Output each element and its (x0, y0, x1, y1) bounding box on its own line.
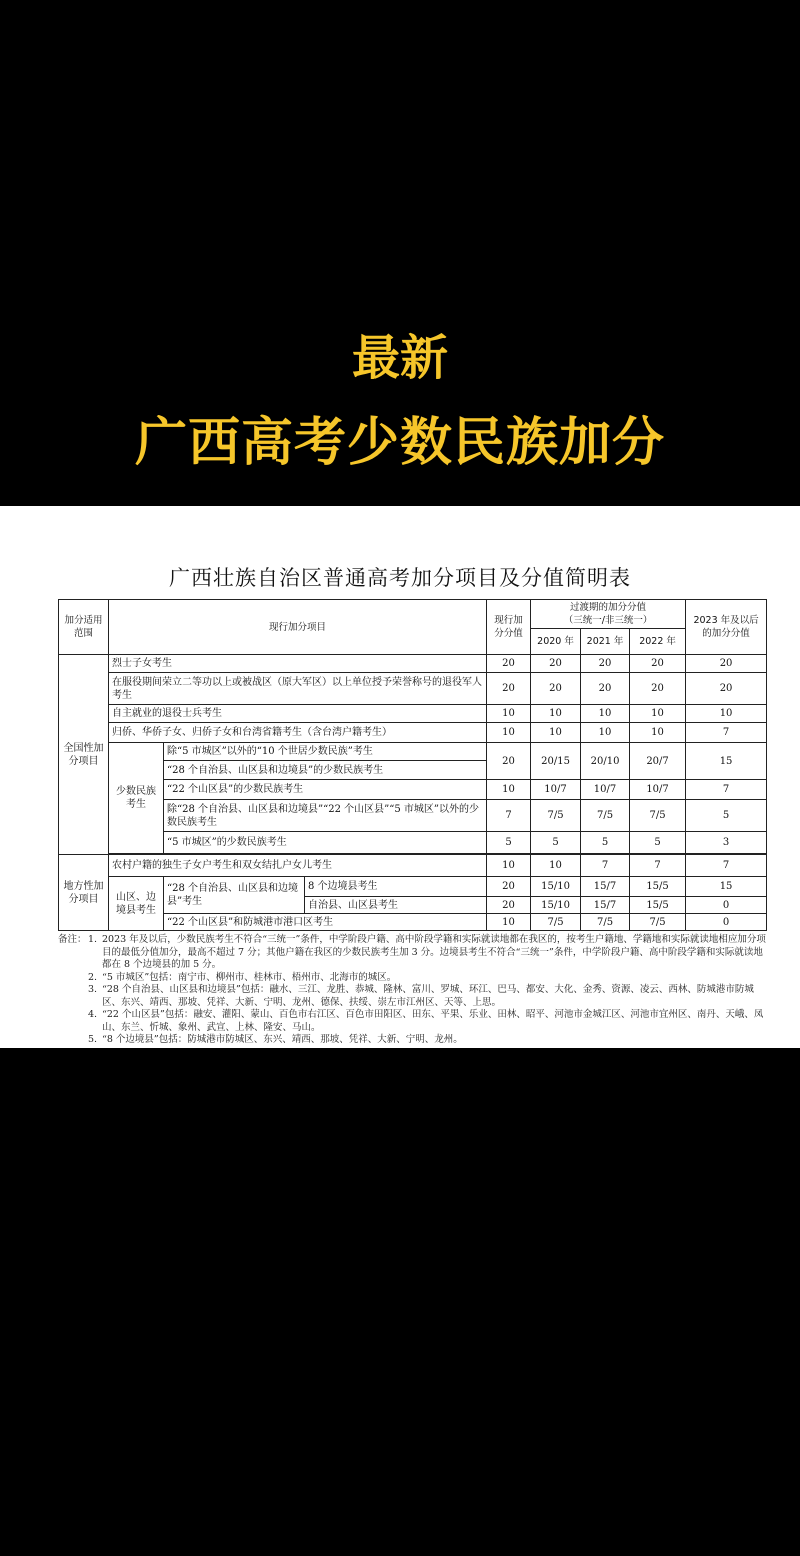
cell-current: 10 (487, 914, 531, 931)
cell-2021: 10/7 (581, 780, 630, 800)
bonus-points-table (58, 599, 767, 931)
row-item: 自主就业的退役士兵考生 (109, 705, 487, 723)
note-number: 4. (88, 1009, 98, 1020)
cell-current: 20 (487, 655, 531, 673)
cell-2023: 7 (686, 855, 767, 877)
hero-headline-latest: 最新 (351, 330, 448, 386)
cell-2023: 10 (686, 705, 767, 723)
cell-2021: 15/7 (581, 897, 630, 914)
header-scope: 加分适用范围 (59, 600, 109, 655)
row-item: 烈士子女考生 (109, 655, 487, 673)
cell-2022: 5 (630, 832, 686, 854)
row-item: “5 市城区”的少数民族考生 (164, 832, 487, 854)
table-header-row (59, 600, 767, 629)
cell-2021: 20/10 (581, 743, 630, 780)
cell-2021: 20 (581, 673, 630, 705)
row-item: 除“5 市城区”以外的“10 个世居少数民族”考生 (164, 743, 487, 761)
cell-2020: 10/7 (531, 780, 581, 800)
cell-2022: 15/5 (630, 897, 686, 914)
cell-2023: 3 (686, 832, 767, 854)
cell-2021: 10 (581, 723, 630, 743)
cell-2023: 20 (686, 673, 767, 705)
table-row (59, 877, 767, 897)
cell-2022: 10 (630, 723, 686, 743)
header-2023: 2023 年及以后的加分分值 (686, 600, 767, 655)
cell-current: 10 (487, 723, 531, 743)
note-text: “8 个边境县”包括：防城港市防城区、东兴、靖西、那坡、凭祥、大新、宁明、龙州。 (102, 1034, 463, 1045)
cell-2020: 15/10 (531, 877, 581, 897)
row-item: 归侨、华侨子女、归侨子女和台湾省籍考生（含台湾户籍考生） (109, 723, 487, 743)
cell-current: 20 (487, 877, 531, 897)
note-number: 5. (88, 1034, 98, 1045)
cell-current: 20 (487, 743, 531, 780)
note-number: 2. (88, 971, 98, 983)
cell-2022: 7/5 (630, 914, 686, 931)
cell-2023: 7 (686, 723, 767, 743)
table-row (59, 673, 767, 705)
table-row (59, 705, 767, 723)
cell-2020: 15/10 (531, 897, 581, 914)
table-row (59, 800, 767, 832)
note-number: 3. (88, 984, 98, 995)
row-subitem: 自治县、山区县考生 (305, 897, 487, 914)
header-item: 现行加分项目 (109, 600, 487, 655)
cell-2021: 7 (581, 855, 630, 877)
cell-2020: 7/5 (531, 914, 581, 931)
header-2022: 2022 年 (630, 629, 686, 655)
table-row (59, 832, 767, 854)
cell-current: 10 (487, 855, 531, 877)
cell-2022: 7/5 (630, 800, 686, 832)
cell-2023: 5 (686, 800, 767, 832)
table-row (59, 914, 767, 931)
cell-2023: 20 (686, 655, 767, 673)
row-item: 在服役期间荣立二等功以上或被战区（原大军区）以上单位授予荣誉称号的退役军人考生 (109, 673, 487, 705)
cell-2020: 10 (531, 723, 581, 743)
cell-2022: 10 (630, 705, 686, 723)
cell-2022: 20 (630, 673, 686, 705)
cell-2022: 7 (630, 855, 686, 877)
cell-2021: 5 (581, 832, 630, 854)
cell-2023: 15 (686, 877, 767, 897)
cell-2023: 0 (686, 897, 767, 914)
cell-2021: 15/7 (581, 877, 630, 897)
row-item: “22 个山区县”的少数民族考生 (164, 780, 487, 800)
note-text: “5 市城区”包括：南宁市、柳州市、桂林市、梧州市、北海市的城区。 (102, 971, 397, 983)
cell-2022: 20 (630, 655, 686, 673)
cell-2020: 7/5 (531, 800, 581, 832)
notes-label: 备注： (58, 934, 87, 945)
group-local: 地方性加分项目 (59, 855, 109, 931)
row-item: “28 个自治县、山区县和边境县”的少数民族考生 (164, 761, 487, 780)
table-row (59, 723, 767, 743)
hero-banner (0, 0, 800, 506)
cell-2020: 20 (531, 673, 581, 705)
cell-current: 10 (487, 705, 531, 723)
note-text: 2023 年及以后，少数民族考生不符合“三统一”条件，中学阶段户籍、高中阶段学籍和实际就读地都在我区的，按考生户籍地、学籍地和实际就读地相应加分项目的最低分值加分，最高不超过 7 分；其他户籍在我区的少数民族考生加 3 分。边境县考生不符合“三统一”条件，中学阶段户籍、高中阶段学籍和实际就读地都在 8 个边境县的加 5 分。 (102, 934, 766, 970)
header-transition (531, 600, 686, 629)
table-row (59, 655, 767, 673)
note-item (58, 984, 770, 1009)
row-item: 农村户籍的独生子女户考生和双女结扎户女儿考生 (109, 855, 487, 877)
document-title: 广西壮族自治区普通高考加分项目及分值简明表 (169, 566, 631, 590)
note-item (58, 972, 770, 985)
group-mountain: 山区、边境县考生 (109, 877, 164, 931)
cell-2023: 0 (686, 914, 767, 931)
note-item (58, 1009, 770, 1034)
cell-current: 10 (487, 780, 531, 800)
cell-2021: 10 (581, 705, 630, 723)
hero-headline-title: 广西高考少数民族加分 (134, 413, 665, 473)
row-item: 除“28 个自治县、山区县和边境县”“22 个山区县”“5 市城区”以外的少数民族考生 (164, 800, 487, 832)
header-2020: 2020 年 (531, 629, 581, 655)
table-row (59, 780, 767, 800)
cell-current: 5 (487, 832, 531, 854)
cell-2020: 10 (531, 855, 581, 877)
cell-2021: 7/5 (581, 800, 630, 832)
cell-current: 20 (487, 897, 531, 914)
note-item (58, 1034, 770, 1047)
cell-2020: 10 (531, 705, 581, 723)
header-current: 现行加分分值 (487, 600, 531, 655)
document-panel (0, 506, 800, 1048)
row-item: “22 个山区县”和防城港市港口区考生 (164, 914, 487, 931)
group-national: 全国性加分项目 (59, 655, 109, 855)
header-2021: 2021 年 (581, 629, 630, 655)
cell-current: 20 (487, 673, 531, 705)
cell-2022: 15/5 (630, 877, 686, 897)
cell-2023: 7 (686, 780, 767, 800)
cell-2022: 10/7 (630, 780, 686, 800)
cell-2021: 7/5 (581, 914, 630, 931)
row-subitem: 8 个边境县考生 (305, 877, 487, 897)
row-item: “28 个自治县、山区县和边境县”考生 (164, 877, 305, 914)
header-transition-label: 过渡期的加分分值 (570, 602, 647, 613)
table-row (59, 743, 767, 761)
note-item (58, 934, 770, 972)
note-text: “22 个山区县”包括：融安、灌阳、蒙山、百色市右江区、百色市田阳区、田东、平果、乐业、田林、昭平、河池市金城江区、河池市宜州区、南丹、天峨、凤山、东兰、忻城、象州、武宣、上林、隆安、马山。 (102, 1009, 764, 1033)
table-row (59, 855, 767, 877)
note-number: 1. (88, 934, 98, 945)
cell-2020: 20 (531, 655, 581, 673)
group-minority: 少数民族考生 (109, 743, 164, 854)
header-transition-sub: （三统一/非三统一） (563, 615, 653, 626)
cell-current: 7 (487, 800, 531, 832)
cell-2020: 5 (531, 832, 581, 854)
table-notes (58, 934, 770, 1047)
cell-2023: 15 (686, 743, 767, 780)
cell-2021: 20 (581, 655, 630, 673)
note-text: “28 个自治县、山区县和边境县”包括：融水、三江、龙胜、恭城、隆林、富川、罗城、环江、巴马、都安、大化、金秀、资源、凌云、西林、防城港市防城区、东兴、靖西、那坡、凭祥、大新、宁明、龙州、德保、扶绥、崇左市江州区、天等、上思。 (102, 984, 754, 1008)
cell-2022: 20/7 (630, 743, 686, 780)
cell-2020: 20/15 (531, 743, 581, 780)
